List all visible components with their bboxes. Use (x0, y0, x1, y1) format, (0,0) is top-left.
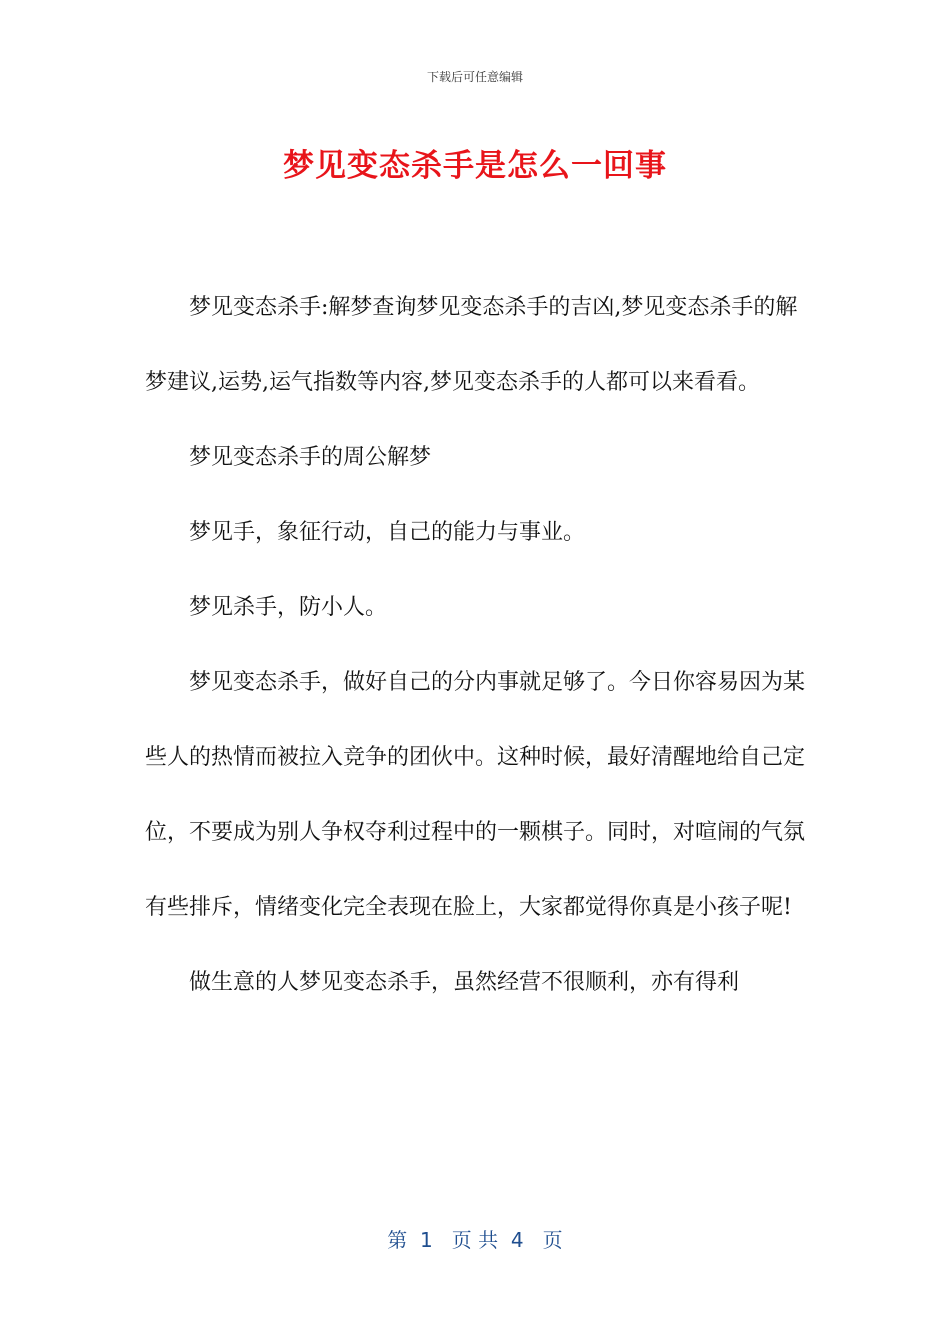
paragraph-killer: 梦见杀手，防小人。 (189, 595, 388, 620)
document-title: 梦见变态杀手是怎么一回事 (283, 148, 667, 184)
paragraph-business: 做生意的人梦见变态杀手，虽然经营不很顺利，亦有得利 (189, 970, 740, 995)
page-number: 第 1 页 共 4 页 (387, 1228, 563, 1252)
paragraph-intro: 梦见变态杀手:解梦查询梦见变态杀手的吉凶,梦见变态杀手的解梦建议,运势,运气指数等内容,梦见变态杀手的人都可以来看看。 (145, 295, 798, 395)
document-body (145, 270, 807, 1020)
paragraph-heading: 梦见变态杀手的周公解梦 (189, 445, 432, 470)
header-note: 下载后可任意编辑 (426, 70, 523, 84)
paragraph-hand: 梦见手，象征行动，自己的能力与事业。 (189, 520, 586, 545)
paragraph-interpretation: 梦见变态杀手，做好自己的分内事就足够了。今日你容易因为某些人的热情而被拉入竞争的团伙中。这种时候，最好清醒地给自己定位，不要成为别人争权夺利过程中的一颗棋子。同时，对喧闹的气氛有些排斥，情绪变化完全表现在脸上，大家都觉得你真是小孩子呢! (145, 670, 806, 920)
